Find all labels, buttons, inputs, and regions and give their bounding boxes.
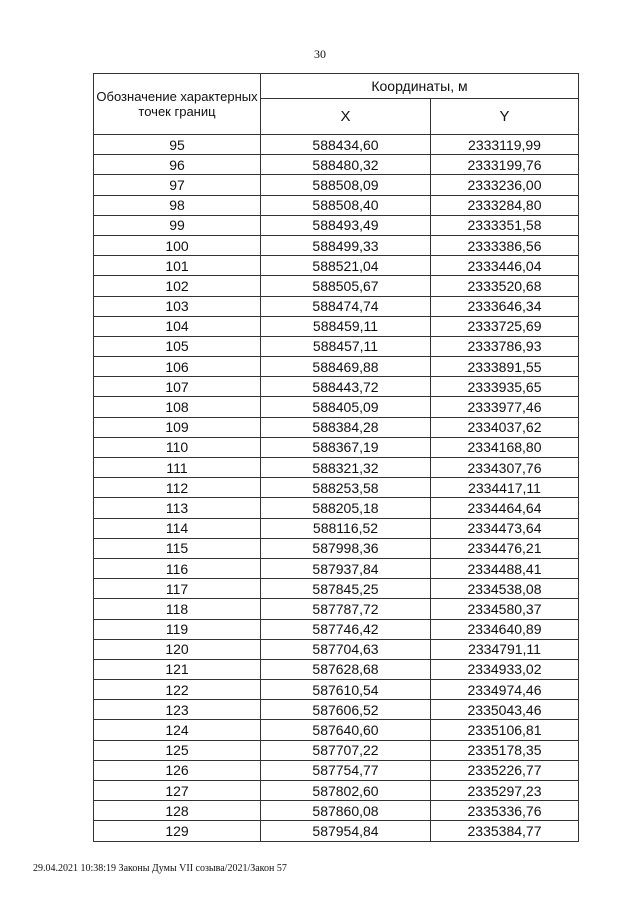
x-coordinate-cell: 587704,63 xyxy=(261,639,431,659)
x-coordinate-cell: 588253,58 xyxy=(261,478,431,498)
table-row xyxy=(94,760,579,780)
x-coordinate-cell: 588459,11 xyxy=(261,316,431,336)
point-cell: 112 xyxy=(94,478,261,498)
x-coordinate-cell: 587610,54 xyxy=(261,680,431,700)
table-body xyxy=(94,135,579,842)
table-row xyxy=(94,256,579,276)
point-cell: 110 xyxy=(94,437,261,457)
x-coordinate-cell: 587628,68 xyxy=(261,659,431,679)
y-coordinate-cell: 2333351,58 xyxy=(431,215,579,235)
x-coordinate-cell: 587707,22 xyxy=(261,740,431,760)
point-cell: 96 xyxy=(94,155,261,175)
x-coordinate-cell: 588434,60 xyxy=(261,135,431,155)
y-coordinate-cell: 2335178,35 xyxy=(431,740,579,760)
table-row xyxy=(94,659,579,679)
point-cell: 102 xyxy=(94,276,261,296)
y-coordinate-cell: 2333284,80 xyxy=(431,195,579,215)
table-row xyxy=(94,700,579,720)
x-coordinate-cell: 587754,77 xyxy=(261,760,431,780)
point-cell: 114 xyxy=(94,518,261,538)
point-cell: 95 xyxy=(94,135,261,155)
x-coordinate-cell: 587937,84 xyxy=(261,558,431,578)
table-row xyxy=(94,215,579,235)
y-coordinate-cell: 2334464,64 xyxy=(431,498,579,518)
x-coordinate-cell: 588321,32 xyxy=(261,458,431,478)
table-row xyxy=(94,740,579,760)
point-cell: 100 xyxy=(94,235,261,255)
point-cell: 113 xyxy=(94,498,261,518)
table-row xyxy=(94,781,579,801)
x-coordinate-cell: 588116,52 xyxy=(261,518,431,538)
y-coordinate-cell: 2335297,23 xyxy=(431,781,579,801)
y-coordinate-cell: 2335226,77 xyxy=(431,760,579,780)
table-row xyxy=(94,639,579,659)
y-coordinate-cell: 2335336,76 xyxy=(431,801,579,821)
y-coordinate-cell: 2335384,77 xyxy=(431,821,579,841)
y-coordinate-cell: 2334933,02 xyxy=(431,659,579,679)
coordinates-column-header: Координаты, м xyxy=(261,74,579,99)
y-coordinate-cell: 2333446,04 xyxy=(431,256,579,276)
y-coordinate-cell: 2334580,37 xyxy=(431,599,579,619)
y-coordinate-cell: 2333891,55 xyxy=(431,357,579,377)
y-coordinate-cell: 2334307,76 xyxy=(431,458,579,478)
point-cell: 98 xyxy=(94,195,261,215)
x-coordinate-cell: 587998,36 xyxy=(261,538,431,558)
table-row xyxy=(94,538,579,558)
point-cell: 105 xyxy=(94,336,261,356)
y-coordinate-cell: 2333199,76 xyxy=(431,155,579,175)
point-cell: 115 xyxy=(94,538,261,558)
x-coordinate-cell: 588493,49 xyxy=(261,215,431,235)
table-row xyxy=(94,296,579,316)
y-column-header: Y xyxy=(431,99,579,135)
table-row xyxy=(94,336,579,356)
x-column-header: X xyxy=(261,99,431,135)
point-cell: 121 xyxy=(94,659,261,679)
table-row xyxy=(94,599,579,619)
table-row xyxy=(94,437,579,457)
point-cell: 124 xyxy=(94,720,261,740)
y-coordinate-cell: 2335043,46 xyxy=(431,700,579,720)
y-coordinate-cell: 2333236,00 xyxy=(431,175,579,195)
y-coordinate-cell: 2333725,69 xyxy=(431,316,579,336)
point-cell: 106 xyxy=(94,357,261,377)
y-coordinate-cell: 2333119,99 xyxy=(431,135,579,155)
y-coordinate-cell: 2334640,89 xyxy=(431,619,579,639)
x-coordinate-cell: 588367,19 xyxy=(261,437,431,457)
table-row xyxy=(94,276,579,296)
point-cell: 99 xyxy=(94,215,261,235)
y-coordinate-cell: 2333786,93 xyxy=(431,336,579,356)
point-cell: 118 xyxy=(94,599,261,619)
table-row xyxy=(94,558,579,578)
x-coordinate-cell: 588384,28 xyxy=(261,417,431,437)
table-header xyxy=(94,74,579,135)
point-cell: 117 xyxy=(94,579,261,599)
y-coordinate-cell: 2333935,65 xyxy=(431,377,579,397)
y-coordinate-cell: 2334168,80 xyxy=(431,437,579,457)
y-coordinate-cell: 2333520,68 xyxy=(431,276,579,296)
x-coordinate-cell: 588469,88 xyxy=(261,357,431,377)
table-row xyxy=(94,135,579,155)
point-cell: 126 xyxy=(94,760,261,780)
table-row xyxy=(94,478,579,498)
point-cell: 120 xyxy=(94,639,261,659)
y-coordinate-cell: 2335106,81 xyxy=(431,720,579,740)
x-coordinate-cell: 587954,84 xyxy=(261,821,431,841)
point-cell: 128 xyxy=(94,801,261,821)
x-coordinate-cell: 587802,60 xyxy=(261,781,431,801)
table-row xyxy=(94,316,579,336)
table-row xyxy=(94,235,579,255)
point-cell: 125 xyxy=(94,740,261,760)
page-number: 30 xyxy=(314,47,326,61)
x-coordinate-cell: 588405,09 xyxy=(261,397,431,417)
x-coordinate-cell: 587845,25 xyxy=(261,579,431,599)
table-row xyxy=(94,155,579,175)
table-row xyxy=(94,357,579,377)
point-cell: 127 xyxy=(94,781,261,801)
point-cell: 129 xyxy=(94,821,261,841)
x-coordinate-cell: 588508,40 xyxy=(261,195,431,215)
x-coordinate-cell: 588443,72 xyxy=(261,377,431,397)
x-coordinate-cell: 587606,52 xyxy=(261,700,431,720)
point-cell: 97 xyxy=(94,175,261,195)
table-row xyxy=(94,498,579,518)
y-coordinate-cell: 2334538,08 xyxy=(431,579,579,599)
x-coordinate-cell: 587640,60 xyxy=(261,720,431,740)
y-coordinate-cell: 2334974,46 xyxy=(431,680,579,700)
table-row xyxy=(94,458,579,478)
table-row xyxy=(94,680,579,700)
point-cell: 101 xyxy=(94,256,261,276)
table-row xyxy=(94,417,579,437)
y-coordinate-cell: 2334791,11 xyxy=(431,639,579,659)
point-cell: 116 xyxy=(94,558,261,578)
y-coordinate-cell: 2334488,41 xyxy=(431,558,579,578)
y-coordinate-cell: 2334476,21 xyxy=(431,538,579,558)
x-coordinate-cell: 587787,72 xyxy=(261,599,431,619)
document-footer: 29.04.2021 10:38:19 Законы Думы VII созыва/2021/Закон 57 xyxy=(33,863,287,874)
point-cell: 103 xyxy=(94,296,261,316)
x-coordinate-cell: 587746,42 xyxy=(261,619,431,639)
x-coordinate-cell: 588474,74 xyxy=(261,296,431,316)
point-cell: 109 xyxy=(94,417,261,437)
table-row xyxy=(94,579,579,599)
table-row xyxy=(94,801,579,821)
point-cell: 107 xyxy=(94,377,261,397)
y-coordinate-cell: 2334037,62 xyxy=(431,417,579,437)
table-row xyxy=(94,175,579,195)
x-coordinate-cell: 588508,09 xyxy=(261,175,431,195)
x-coordinate-cell: 588457,11 xyxy=(261,336,431,356)
point-cell: 104 xyxy=(94,316,261,336)
x-coordinate-cell: 588205,18 xyxy=(261,498,431,518)
coordinates-table xyxy=(93,73,579,842)
x-coordinate-cell: 588480,32 xyxy=(261,155,431,175)
y-coordinate-cell: 2333646,34 xyxy=(431,296,579,316)
y-coordinate-cell: 2333977,46 xyxy=(431,397,579,417)
x-coordinate-cell: 588505,67 xyxy=(261,276,431,296)
y-coordinate-cell: 2334473,64 xyxy=(431,518,579,538)
table-row xyxy=(94,518,579,538)
table-row xyxy=(94,619,579,639)
table-row xyxy=(94,195,579,215)
table-row xyxy=(94,720,579,740)
table-row xyxy=(94,397,579,417)
point-cell: 123 xyxy=(94,700,261,720)
point-cell: 111 xyxy=(94,458,261,478)
x-coordinate-cell: 587860,08 xyxy=(261,801,431,821)
point-cell: 119 xyxy=(94,619,261,639)
table-row xyxy=(94,377,579,397)
point-cell: 122 xyxy=(94,680,261,700)
y-coordinate-cell: 2334417,11 xyxy=(431,478,579,498)
y-coordinate-cell: 2333386,56 xyxy=(431,235,579,255)
x-coordinate-cell: 588499,33 xyxy=(261,235,431,255)
point-cell: 108 xyxy=(94,397,261,417)
x-coordinate-cell: 588521,04 xyxy=(261,256,431,276)
point-column-header: Обозначение характерных точек границ xyxy=(94,74,261,135)
table-row xyxy=(94,821,579,841)
